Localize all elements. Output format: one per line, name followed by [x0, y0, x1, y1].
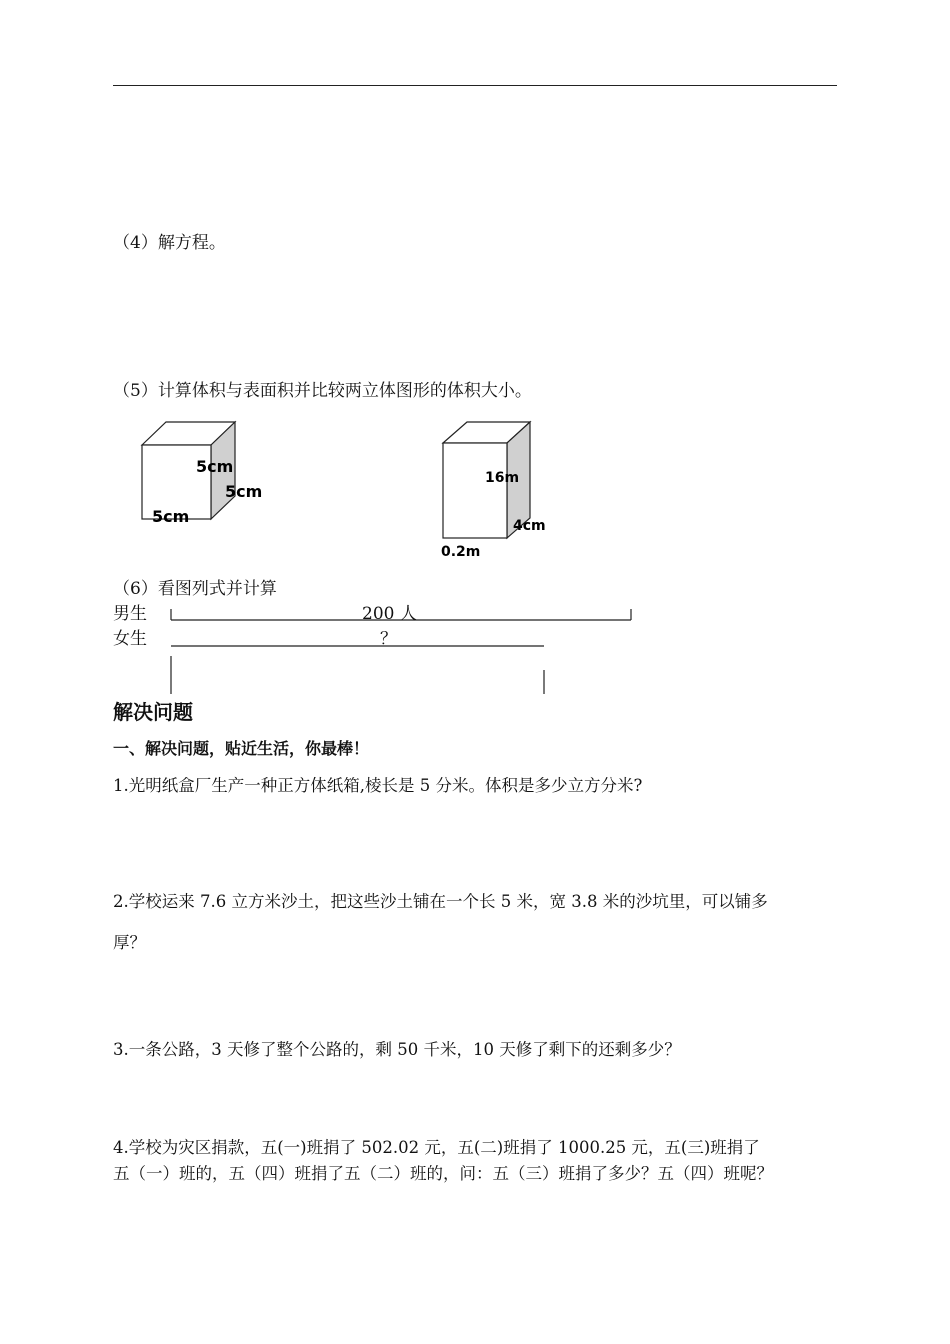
prism-figure	[430, 415, 570, 565]
problem-2-line-1: 2.学校运来 7.6 立方米沙土，把这些沙土铺在一个长 5 米，宽 3.8 米的沙坑里，可以铺多	[113, 892, 768, 911]
boys-label: 男生	[113, 604, 147, 624]
header-rule	[113, 85, 837, 86]
prism-dim-depth: 4cm	[513, 518, 546, 534]
prism-dim-height: 16m	[485, 470, 520, 486]
cube-dim-bottom: 5cm	[152, 507, 190, 526]
cube-dim-side: 5cm	[225, 482, 263, 501]
girls-label: 女生	[113, 629, 147, 649]
problem-4-line-1: 4.学校为灾区捐款，五(一)班捐了 502.02 元，五(二)班捐了 1000.25 元，五(三)班捐了	[113, 1138, 760, 1157]
prism-front-face	[443, 443, 507, 538]
girls-value: ？	[380, 629, 397, 649]
section-title: 解决问题	[113, 700, 193, 724]
question-6-label: （6）看图列式并计算	[113, 579, 277, 599]
problem-3: 3.一条公路，3 天修了整个公路的，剩 50 千米，10 天修了剩下的还剩多少？	[113, 1040, 681, 1059]
section-subtitle: 一、解决问题，贴近生活，你最棒！	[113, 739, 370, 758]
cube-dim-top: 5cm	[196, 457, 234, 476]
problem-4-line-2: 五（一）班的，五（四）班捐了五（二）班的，问：五（三）班捐了多少？五（四）班呢？	[113, 1164, 773, 1183]
question-5-label: （5）计算体积与表面积并比较两立体图形的体积大小。	[113, 381, 532, 401]
cube-figure	[130, 415, 270, 530]
question-4-label: （4）解方程。	[113, 233, 226, 253]
boys-value: 200 人	[362, 604, 417, 624]
problem-1: 1.光明纸盒厂生产一种正方体纸箱,棱长是 5 分米。体积是多少立方分米?	[113, 776, 643, 795]
problem-2-line-2: 厚？	[113, 933, 146, 952]
prism-dim-width: 0.2m	[441, 544, 481, 560]
